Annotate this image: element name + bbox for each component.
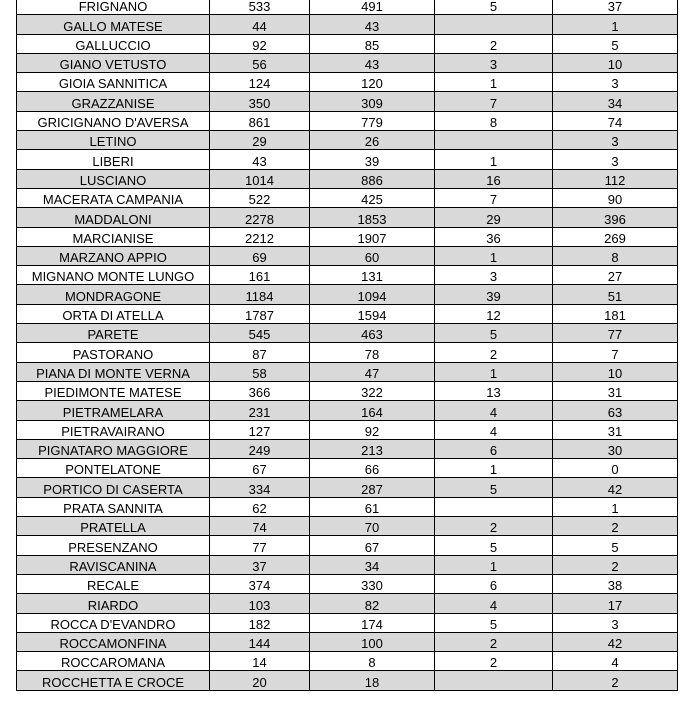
col4-value-cell: 7 bbox=[435, 188, 553, 207]
municipality-cell: ROCCAROMANA bbox=[17, 652, 210, 671]
col2-value-cell: 20 bbox=[210, 671, 310, 690]
col4-value-cell: 13 bbox=[435, 381, 553, 400]
col2-value-cell: 127 bbox=[210, 420, 310, 439]
table-row bbox=[17, 324, 678, 343]
col4-value-cell: 6 bbox=[435, 439, 553, 458]
col2-value-cell: 1014 bbox=[210, 169, 310, 188]
col2-value-cell: 43 bbox=[210, 150, 310, 169]
municipality-cell: PIANA DI MONTE VERNA bbox=[17, 362, 210, 381]
table-row bbox=[17, 478, 678, 497]
col5-value-cell: 181 bbox=[553, 304, 678, 323]
municipality-cell: ORTA DI ATELLA bbox=[17, 304, 210, 323]
table-row bbox=[17, 73, 678, 92]
table-row bbox=[17, 671, 678, 690]
col5-value-cell: 2 bbox=[553, 671, 678, 690]
col3-value-cell: 82 bbox=[310, 594, 435, 613]
col5-value-cell: 34 bbox=[553, 92, 678, 111]
col4-value-cell: 1 bbox=[435, 150, 553, 169]
col5-value-cell: 7 bbox=[553, 343, 678, 362]
col2-value-cell: 77 bbox=[210, 536, 310, 555]
col4-value-cell: 1 bbox=[435, 362, 553, 381]
table-row bbox=[17, 131, 678, 150]
col3-value-cell: 39 bbox=[310, 150, 435, 169]
col4-value-cell: 5 bbox=[435, 478, 553, 497]
table-row bbox=[17, 632, 678, 651]
municipality-cell: PIETRAMELARA bbox=[17, 401, 210, 420]
table-row bbox=[17, 266, 678, 285]
col2-value-cell: 69 bbox=[210, 246, 310, 265]
col5-value-cell: 2 bbox=[553, 517, 678, 536]
col5-value-cell: 1 bbox=[553, 15, 678, 34]
municipality-cell: MARCIANISE bbox=[17, 227, 210, 246]
col4-value-cell: 6 bbox=[435, 574, 553, 593]
col4-value-cell: 16 bbox=[435, 169, 553, 188]
table-row bbox=[17, 188, 678, 207]
col2-value-cell: 62 bbox=[210, 497, 310, 516]
municipality-cell: PARETE bbox=[17, 324, 210, 343]
col3-value-cell: 491 bbox=[310, 0, 435, 15]
col4-value-cell: 4 bbox=[435, 594, 553, 613]
table-row bbox=[17, 594, 678, 613]
table-row bbox=[17, 169, 678, 188]
table-row bbox=[17, 285, 678, 304]
col3-value-cell: 463 bbox=[310, 324, 435, 343]
col2-value-cell: 56 bbox=[210, 53, 310, 72]
col5-value-cell: 74 bbox=[553, 111, 678, 130]
col3-value-cell: 26 bbox=[310, 131, 435, 150]
municipality-cell: GIANO VETUSTO bbox=[17, 53, 210, 72]
municipality-cell: MACERATA CAMPANIA bbox=[17, 188, 210, 207]
table-row bbox=[17, 401, 678, 420]
municipality-cell: GALLUCCIO bbox=[17, 34, 210, 53]
col3-value-cell: 164 bbox=[310, 401, 435, 420]
municipality-cell: PONTELATONE bbox=[17, 459, 210, 478]
col2-value-cell: 2212 bbox=[210, 227, 310, 246]
col3-value-cell: 66 bbox=[310, 459, 435, 478]
municipality-cell: ROCCAMONFINA bbox=[17, 632, 210, 651]
col4-value-cell bbox=[435, 497, 553, 516]
table-row bbox=[17, 420, 678, 439]
col4-value-cell: 5 bbox=[435, 324, 553, 343]
col2-value-cell: 366 bbox=[210, 381, 310, 400]
col2-value-cell: 533 bbox=[210, 0, 310, 15]
col3-value-cell: 70 bbox=[310, 517, 435, 536]
municipality-cell: PIGNATARO MAGGIORE bbox=[17, 439, 210, 458]
col3-value-cell: 18 bbox=[310, 671, 435, 690]
municipality-cell: GALLO MATESE bbox=[17, 15, 210, 34]
table-row bbox=[17, 536, 678, 555]
col5-value-cell: 269 bbox=[553, 227, 678, 246]
col3-value-cell: 886 bbox=[310, 169, 435, 188]
col4-value-cell: 2 bbox=[435, 632, 553, 651]
col3-value-cell: 322 bbox=[310, 381, 435, 400]
col5-value-cell: 42 bbox=[553, 632, 678, 651]
col2-value-cell: 249 bbox=[210, 439, 310, 458]
col3-value-cell: 100 bbox=[310, 632, 435, 651]
col4-value-cell: 5 bbox=[435, 536, 553, 555]
col5-value-cell: 37 bbox=[553, 0, 678, 15]
municipality-cell: MARZANO APPIO bbox=[17, 246, 210, 265]
table-row bbox=[17, 517, 678, 536]
col5-value-cell: 3 bbox=[553, 73, 678, 92]
municipality-cell: PIETRAVAIRANO bbox=[17, 420, 210, 439]
col2-value-cell: 29 bbox=[210, 131, 310, 150]
table-row bbox=[17, 497, 678, 516]
col3-value-cell: 1594 bbox=[310, 304, 435, 323]
col5-value-cell: 8 bbox=[553, 246, 678, 265]
col2-value-cell: 182 bbox=[210, 613, 310, 632]
municipality-cell: LUSCIANO bbox=[17, 169, 210, 188]
col5-value-cell: 396 bbox=[553, 208, 678, 227]
municipality-cell: PRESENZANO bbox=[17, 536, 210, 555]
municipality-cell: RAVISCANINA bbox=[17, 555, 210, 574]
col5-value-cell: 0 bbox=[553, 459, 678, 478]
col4-value-cell: 4 bbox=[435, 401, 553, 420]
municipality-cell: GRAZZANISE bbox=[17, 92, 210, 111]
col2-value-cell: 14 bbox=[210, 652, 310, 671]
spreadsheet-table-region bbox=[16, 0, 678, 691]
col3-value-cell: 43 bbox=[310, 53, 435, 72]
col3-value-cell: 213 bbox=[310, 439, 435, 458]
col4-value-cell: 5 bbox=[435, 613, 553, 632]
col4-value-cell: 3 bbox=[435, 53, 553, 72]
municipality-cell: PIEDIMONTE MATESE bbox=[17, 381, 210, 400]
table-row bbox=[17, 574, 678, 593]
col4-value-cell: 39 bbox=[435, 285, 553, 304]
col2-value-cell: 2278 bbox=[210, 208, 310, 227]
col4-value-cell: 1 bbox=[435, 73, 553, 92]
col4-value-cell: 29 bbox=[435, 208, 553, 227]
municipality-cell: PRATA SANNITA bbox=[17, 497, 210, 516]
col5-value-cell: 38 bbox=[553, 574, 678, 593]
table-row bbox=[17, 246, 678, 265]
col4-value-cell: 7 bbox=[435, 92, 553, 111]
col5-value-cell: 5 bbox=[553, 34, 678, 53]
col5-value-cell: 10 bbox=[553, 53, 678, 72]
col2-value-cell: 74 bbox=[210, 517, 310, 536]
col3-value-cell: 174 bbox=[310, 613, 435, 632]
col4-value-cell: 2 bbox=[435, 652, 553, 671]
municipality-cell: ROCCHETTA E CROCE bbox=[17, 671, 210, 690]
col2-value-cell: 522 bbox=[210, 188, 310, 207]
col3-value-cell: 330 bbox=[310, 574, 435, 593]
col3-value-cell: 78 bbox=[310, 343, 435, 362]
col3-value-cell: 1907 bbox=[310, 227, 435, 246]
col2-value-cell: 374 bbox=[210, 574, 310, 593]
col5-value-cell: 63 bbox=[553, 401, 678, 420]
col2-value-cell: 350 bbox=[210, 92, 310, 111]
col2-value-cell: 545 bbox=[210, 324, 310, 343]
col2-value-cell: 67 bbox=[210, 459, 310, 478]
col4-value-cell: 2 bbox=[435, 343, 553, 362]
table-row bbox=[17, 53, 678, 72]
col4-value-cell: 2 bbox=[435, 517, 553, 536]
col5-value-cell: 30 bbox=[553, 439, 678, 458]
table-row bbox=[17, 459, 678, 478]
col4-value-cell bbox=[435, 671, 553, 690]
col5-value-cell: 112 bbox=[553, 169, 678, 188]
col5-value-cell: 10 bbox=[553, 362, 678, 381]
municipality-cell: MIGNANO MONTE LUNGO bbox=[17, 266, 210, 285]
col4-value-cell: 12 bbox=[435, 304, 553, 323]
col3-value-cell: 92 bbox=[310, 420, 435, 439]
municipality-cell: LIBERI bbox=[17, 150, 210, 169]
col3-value-cell: 43 bbox=[310, 15, 435, 34]
col4-value-cell: 5 bbox=[435, 0, 553, 15]
col2-value-cell: 92 bbox=[210, 34, 310, 53]
col5-value-cell: 2 bbox=[553, 555, 678, 574]
col4-value-cell: 36 bbox=[435, 227, 553, 246]
col4-value-cell: 3 bbox=[435, 266, 553, 285]
table-row bbox=[17, 555, 678, 574]
municipality-cell: GIOIA SANNITICA bbox=[17, 73, 210, 92]
table-row bbox=[17, 652, 678, 671]
table-row bbox=[17, 362, 678, 381]
municipality-cell: ROCCA D'EVANDRO bbox=[17, 613, 210, 632]
col3-value-cell: 287 bbox=[310, 478, 435, 497]
col2-value-cell: 231 bbox=[210, 401, 310, 420]
table-row bbox=[17, 613, 678, 632]
table-row bbox=[17, 227, 678, 246]
col3-value-cell: 34 bbox=[310, 555, 435, 574]
col3-value-cell: 8 bbox=[310, 652, 435, 671]
municipality-cell: RECALE bbox=[17, 574, 210, 593]
col4-value-cell: 4 bbox=[435, 420, 553, 439]
col4-value-cell bbox=[435, 15, 553, 34]
col4-value-cell bbox=[435, 131, 553, 150]
col5-value-cell: 31 bbox=[553, 381, 678, 400]
col4-value-cell: 2 bbox=[435, 34, 553, 53]
municipality-cell: MADDALONI bbox=[17, 208, 210, 227]
col3-value-cell: 131 bbox=[310, 266, 435, 285]
col3-value-cell: 1853 bbox=[310, 208, 435, 227]
col5-value-cell: 1 bbox=[553, 497, 678, 516]
municipality-cell: GRICIGNANO D'AVERSA bbox=[17, 111, 210, 130]
table-row bbox=[17, 439, 678, 458]
col5-value-cell: 17 bbox=[553, 594, 678, 613]
municipality-cell: LETINO bbox=[17, 131, 210, 150]
table-row bbox=[17, 15, 678, 34]
col2-value-cell: 87 bbox=[210, 343, 310, 362]
col5-value-cell: 3 bbox=[553, 150, 678, 169]
municipality-data-table bbox=[16, 0, 678, 691]
col5-value-cell: 90 bbox=[553, 188, 678, 207]
col3-value-cell: 120 bbox=[310, 73, 435, 92]
col5-value-cell: 3 bbox=[553, 131, 678, 150]
col5-value-cell: 31 bbox=[553, 420, 678, 439]
table-row bbox=[17, 304, 678, 323]
col4-value-cell: 8 bbox=[435, 111, 553, 130]
table-row bbox=[17, 34, 678, 53]
table-row bbox=[17, 150, 678, 169]
col4-value-cell: 1 bbox=[435, 246, 553, 265]
table-row bbox=[17, 111, 678, 130]
table-row bbox=[17, 208, 678, 227]
municipality-cell: PASTORANO bbox=[17, 343, 210, 362]
table-row bbox=[17, 92, 678, 111]
col4-value-cell: 1 bbox=[435, 459, 553, 478]
col2-value-cell: 861 bbox=[210, 111, 310, 130]
col5-value-cell: 51 bbox=[553, 285, 678, 304]
municipality-cell: MONDRAGONE bbox=[17, 285, 210, 304]
table-row bbox=[17, 343, 678, 362]
col2-value-cell: 37 bbox=[210, 555, 310, 574]
col5-value-cell: 5 bbox=[553, 536, 678, 555]
col5-value-cell: 77 bbox=[553, 324, 678, 343]
municipality-cell: FRIGNANO bbox=[17, 0, 210, 15]
col2-value-cell: 124 bbox=[210, 73, 310, 92]
col2-value-cell: 103 bbox=[210, 594, 310, 613]
col2-value-cell: 44 bbox=[210, 15, 310, 34]
col5-value-cell: 3 bbox=[553, 613, 678, 632]
col3-value-cell: 425 bbox=[310, 188, 435, 207]
municipality-cell: PRATELLA bbox=[17, 517, 210, 536]
col5-value-cell: 42 bbox=[553, 478, 678, 497]
col2-value-cell: 1184 bbox=[210, 285, 310, 304]
col2-value-cell: 144 bbox=[210, 632, 310, 651]
table-row bbox=[17, 0, 678, 15]
col2-value-cell: 1787 bbox=[210, 304, 310, 323]
municipality-cell: PORTICO DI CASERTA bbox=[17, 478, 210, 497]
col3-value-cell: 85 bbox=[310, 34, 435, 53]
col3-value-cell: 309 bbox=[310, 92, 435, 111]
col5-value-cell: 27 bbox=[553, 266, 678, 285]
municipality-cell: RIARDO bbox=[17, 594, 210, 613]
col2-value-cell: 334 bbox=[210, 478, 310, 497]
col4-value-cell: 1 bbox=[435, 555, 553, 574]
col3-value-cell: 1094 bbox=[310, 285, 435, 304]
col2-value-cell: 58 bbox=[210, 362, 310, 381]
col3-value-cell: 61 bbox=[310, 497, 435, 516]
col2-value-cell: 161 bbox=[210, 266, 310, 285]
table-body bbox=[17, 0, 678, 690]
col5-value-cell: 4 bbox=[553, 652, 678, 671]
col3-value-cell: 67 bbox=[310, 536, 435, 555]
col3-value-cell: 47 bbox=[310, 362, 435, 381]
col3-value-cell: 779 bbox=[310, 111, 435, 130]
col3-value-cell: 60 bbox=[310, 246, 435, 265]
table-row bbox=[17, 381, 678, 400]
